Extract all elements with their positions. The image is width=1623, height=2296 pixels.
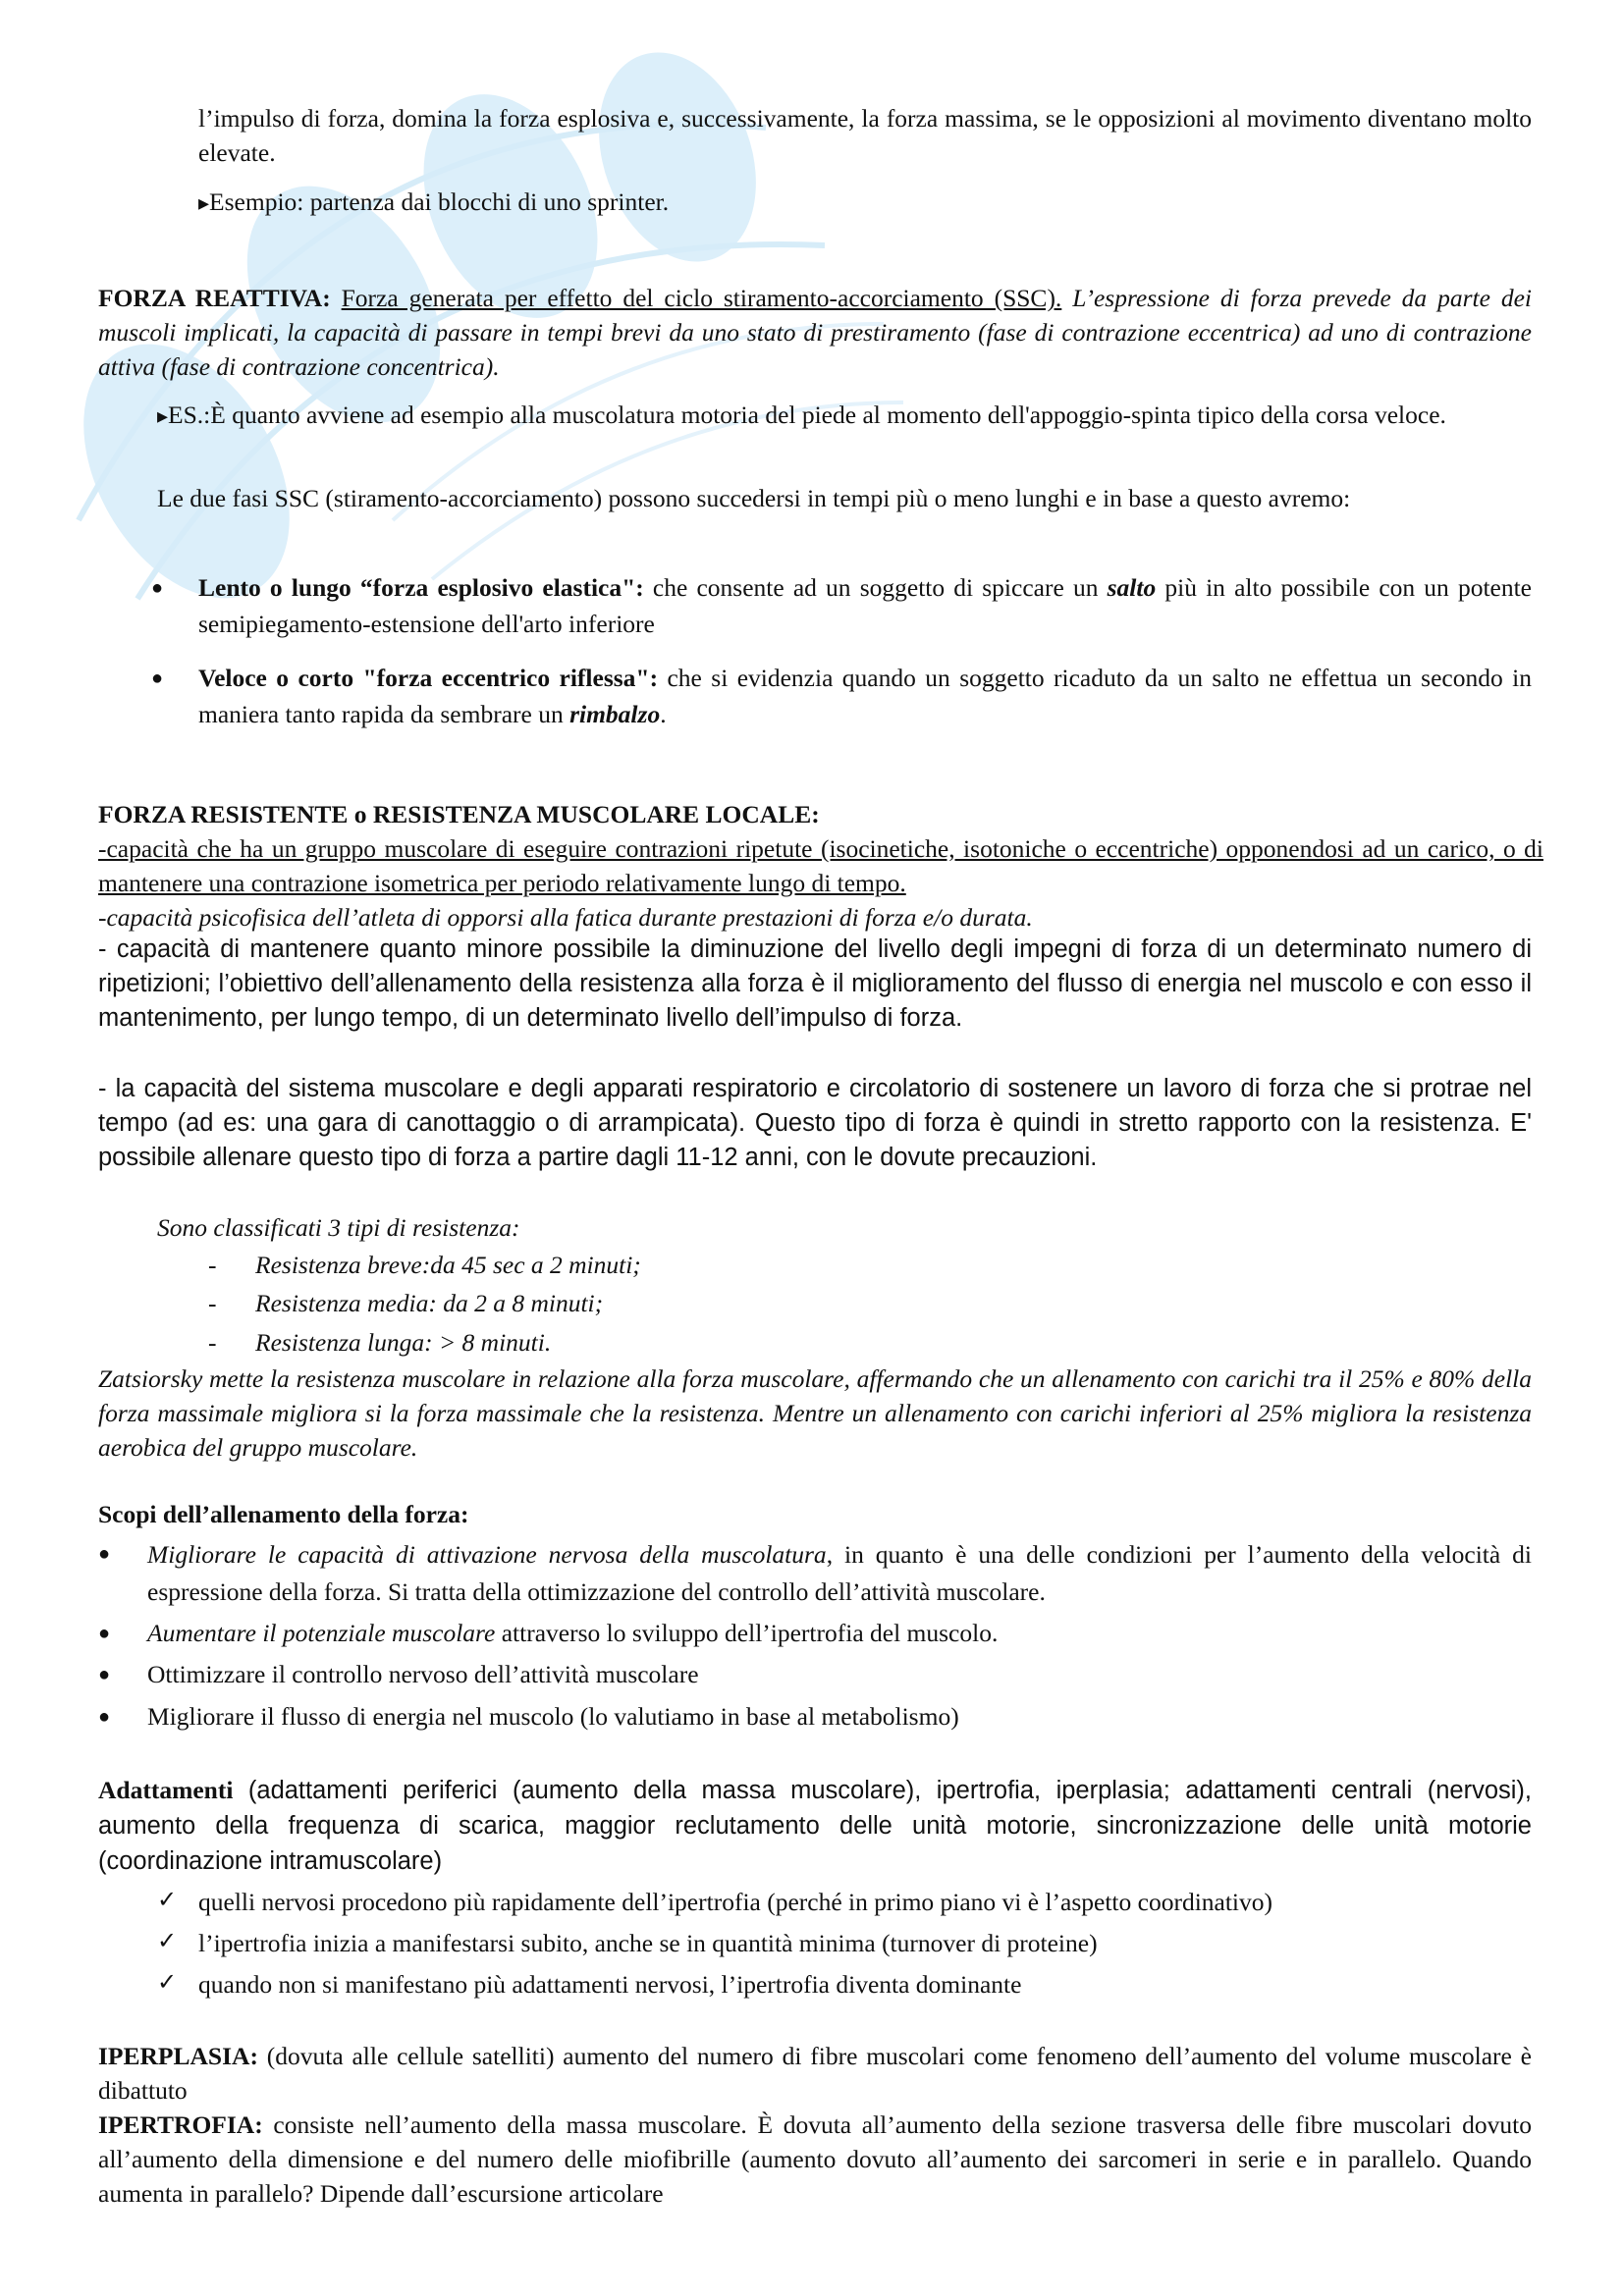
adattamenti-check-2: l’ipertrofia inizia a manifestarsi subito, anche se in quantità minima (turnover di proteine) (198, 1929, 1098, 1957)
resistenza-type-2: Resistenza media: da 2 a 8 minuti; (255, 1289, 604, 1317)
resistente-def-4: - la capacità del sistema muscolare e degli apparati respiratorio e circolatorio di sostenere un lavoro di forza che si protrae nel tempo (ad es: una gara di canottaggio o di arrampicata). Questo tipo di forza è quindi in stretto rapporto con la resistenza. E' possibile allenare questo tipo di forza a partire dagli 11-12 anni, con le dovute precauzioni. (98, 1075, 1532, 1171)
reattiva-italic: L’espressione di forza prevede da parte dei muscoli implicati, la capacità di passare in tempi brevi da uno stato di prestiramento (fase di contrazione eccentrica) ad uno di contrazione attiva (fase di contrazione concentrica). (98, 284, 1533, 381)
scopi-item-3: Ottimizzare il controllo nervoso dell’attività muscolare (147, 1660, 699, 1688)
bullet-icon: ● (98, 1623, 111, 1644)
checkmark-icon: ✓ (157, 1968, 178, 1996)
ipertrofia-paragraph: IPERTROFIA: consiste nell’aumento della massa muscolare. È dovuta all’aumento della sezione trasversa delle fibre muscolari dovuto all’aumento della dimensione e del numero delle miofibrille (aumento dovuto all’aumento dei sarcomeri in serie e in parallelo. Quando aumenta in parallelo? Dipende dall’escursione articolare (98, 2110, 1532, 2208)
adattamenti-paragraph: Adattamenti (adattamenti periferici (aumento della massa muscolare), ipertrofia, iperplasia; adattamenti centrali (nervosi), aumento della frequenza di scarica, maggior reclutamento delle unità motorie, sincronizzazione delle unità motorie (coordinazione intramuscolare) (98, 1776, 1532, 1875)
dash-marker: - (208, 1328, 217, 1357)
resistente-def-2: -capacità psicofisica dell’atleta di opporsi alla fatica durante prestazioni di forza e/o durata. (98, 903, 1033, 932)
resistenza-type-1: Resistenza breve:da 45 sec a 2 minuti; (255, 1251, 641, 1279)
bullet-icon: ● (151, 577, 164, 599)
adattamenti-check-3: quando non si manifestano più adattamenti nervosi, l’ipertrofia diventa dominante (198, 1970, 1022, 1999)
reattiva-definition (98, 281, 1532, 384)
resistenza-type-3: Resistenza lunga: > 8 minuti. (255, 1328, 552, 1357)
pointer-icon: ▸ (198, 191, 210, 216)
dash-marker: - (208, 1289, 217, 1317)
zatsiorsky-paragraph: Zatsiorsky mette la resistenza muscolare in relazione alla forza muscolare, affermando che un allenamento con carichi tra il 25% e 80% della forza massimale migliora si la forza massimale che la resistenza. Mentre un allenamento con carichi inferiori al 25% migliora la resistenza aerobica del gruppo muscolare. (98, 1364, 1532, 1462)
resistente-def-3: - capacità di mantenere quanto minore possibile la diminuzione del livello degli impegni di forza di un determinato numero di ripetizioni; l’obiettivo dell’allenamento della resistenza alla forza è il miglioramento del flusso di energia nel muscolo e con esso il mantenimento, per lungo tempo, di un determinato livello dell’impulso di forza. (98, 935, 1532, 1032)
bullet-icon: ● (151, 667, 164, 689)
reattiva-title: FORZA REATTIVA: (98, 284, 331, 312)
reattiva-example: ▸ES.:È quanto avviene ad esempio alla muscolatura motoria del piede al momento dell'appoggio-spinta tipico della corsa veloce. (157, 400, 1446, 429)
resistente-def-1: -capacità che ha un gruppo muscolare di eseguire contrazioni ripetute (isocinetiche, isotoniche o eccentriche) opponendosi ad un carico, o di mantenere una contrazione isometrica per periodo relativamente lungo di tempo. (98, 834, 1543, 897)
pointer-icon: ▸ (157, 404, 169, 429)
checkmark-icon: ✓ (157, 1927, 178, 1954)
scopi-item-4: Migliorare il flusso di energia nel muscolo (lo valutiamo in base al metabolismo) (147, 1702, 959, 1731)
bullet-icon: ● (98, 1543, 111, 1565)
scopi-item-1: Migliorare le capacità di attivazione nervosa della muscolatura, in quanto è una delle condizioni per l’aumento della velocità di espressione della forza. Si tratta della ottimizzazione del controllo dell’attività muscolare. (147, 1540, 1532, 1606)
reattiva-underlined: Forza generata per effetto del ciclo stiramento-accorciamento (SSC). (341, 284, 1062, 312)
intro-paragraph: l’impulso di forza, domina la forza esplosiva e, successivamente, la forza massima, se le opposizioni al movimento diventano molto elevate. (198, 104, 1532, 167)
scopi-title: Scopi dell’allenamento della forza: (98, 1500, 469, 1528)
checkmark-icon: ✓ (157, 1886, 178, 1913)
bullet-icon: ● (98, 1664, 111, 1685)
reattiva-item-2: Veloce o corto "forza eccentrico riflessa": che si evidenzia quando un soggetto ricaduto da un salto ne effettua un secondo in maniera tanto rapida da sembrare un rimbalzo. (198, 664, 1532, 728)
iperplasia-paragraph: IPERPLASIA: (dovuta alle cellule satelliti) aumento del numero di fibre muscolari come fenomeno dell’aumento del volume muscolare è dibattuto (98, 2042, 1532, 2105)
reattiva-item-1: Lento o lungo “forza esplosivo elastica": che consente ad un soggetto di spiccare un salto più in alto possibile con un potente semipiegamento-estensione dell'arto inferiore (198, 573, 1533, 638)
dash-marker: - (208, 1251, 217, 1279)
scopi-item-2: Aumentare il potenziale muscolare attraverso lo sviluppo dell’ipertrofia del muscolo. (147, 1619, 999, 1647)
reattiva-phases: Le due fasi SSC (stiramento-accorciamento) possono succedersi in tempi più o meno lunghi e in base a questo avremo: (157, 484, 1351, 512)
resistente-title: FORZA RESISTENTE o RESISTENZA MUSCOLARE LOCALE: (98, 800, 820, 828)
intro-example: ▸Esempio: partenza dai blocchi di uno sprinter. (198, 187, 670, 216)
bullet-icon: ● (98, 1706, 111, 1728)
resistenza-types-intro: Sono classificati 3 tipi di resistenza: (157, 1213, 520, 1242)
adattamenti-check-1: quelli nervosi procedono più rapidamente dell’ipertrofia (perché in primo piano vi è l’aspetto coordinativo) (198, 1888, 1273, 1916)
